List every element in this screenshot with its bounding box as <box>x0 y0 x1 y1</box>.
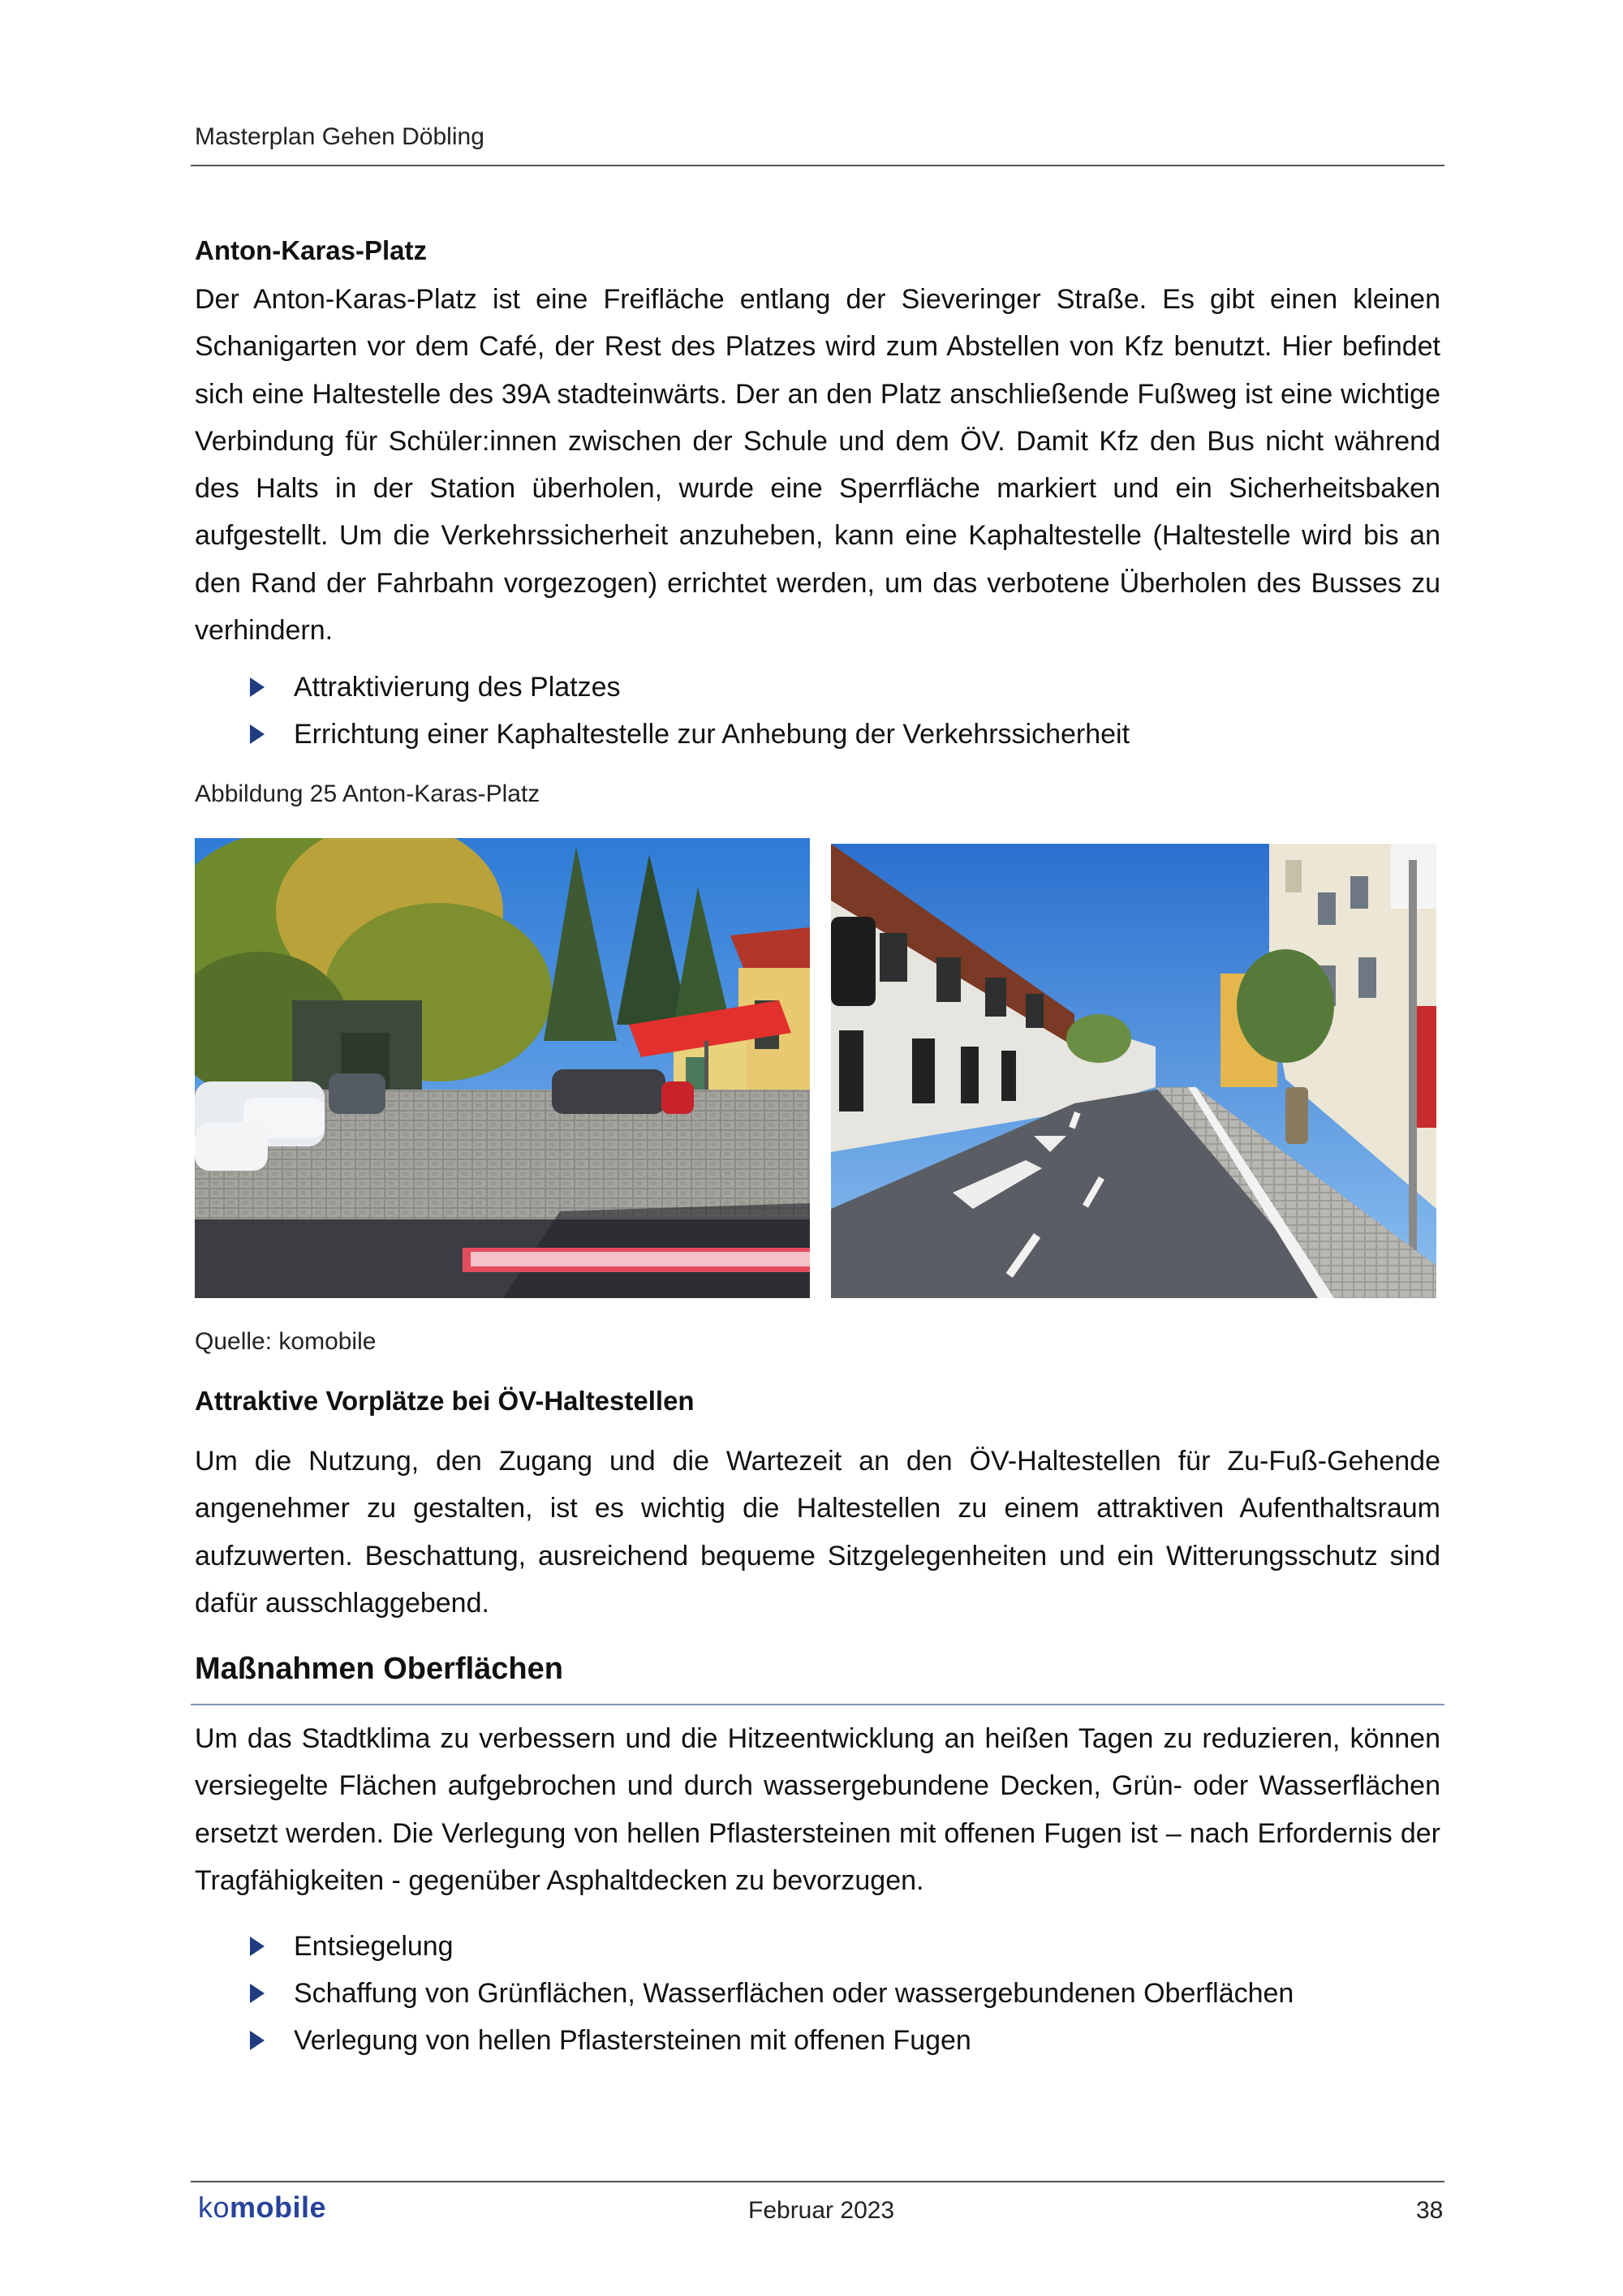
list-item: Schaffung von Grünflächen, Wasserflächen oder wassergebundenen Oberflächen <box>195 1970 1440 2017</box>
triangle-bullet-icon <box>250 1937 265 1956</box>
list-item: Errichtung einer Kaphaltestelle zur Anhebung der Verkehrssicherheit <box>195 711 1440 758</box>
list-item: Verlegung von hellen Pflastersteinen mit offenen Fugen <box>195 2017 1440 2064</box>
bullet-list-massnahmen-oberflaechen <box>195 1923 1440 2064</box>
photo-sieveringer-strasse <box>831 844 1436 1298</box>
triangle-bullet-icon <box>250 2031 265 2050</box>
paragraph-massnahmen-oberflaechen: Um das Stadtklima zu verbessern und die Hitzeentwicklung an heißen Tagen zu reduzieren, können versiegelte Flächen aufgebrochen und durch wassergebundene Decken, Grün- oder Wasserflächen ersetzt werden. Die Verlegung von hellen Pflastersteinen mit offenen Fugen ist – nach Erfordernis der Tragfähigkeiten - gegenüber Asphaltdecken zu bevorzugen. <box>195 1723 1440 1896</box>
triangle-bullet-icon <box>250 724 265 744</box>
list-item: Entsiegelung <box>195 1923 1440 1970</box>
photo-anton-karas-platz-square <box>195 838 810 1298</box>
section-heading-massnahmen-oberflaechen: Maßnahmen Oberflächen <box>195 1652 563 1686</box>
bullet-list-anton-karas-platz <box>195 664 1440 758</box>
footer-date: Februar 2023 <box>748 2197 895 2224</box>
list-item: Attraktivierung des Platzes <box>195 664 1440 711</box>
figure-caption: Abbildung 25 Anton-Karas-Platz <box>195 780 540 807</box>
komobile-logo: komobile <box>198 2191 327 2224</box>
running-header: Masterplan Gehen Döbling <box>195 123 484 150</box>
triangle-bullet-icon <box>250 1984 265 2003</box>
section-heading-anton-karas-platz: Anton-Karas-Platz <box>195 235 428 265</box>
footer-rule <box>191 2181 1444 2182</box>
paragraph-anton-karas-platz: Der Anton-Karas-Platz ist eine Freifläche entlang der Sieveringer Straße. Es gibt einen kleinen Schanigarten vor dem Café, der Rest des Platzes wird zum Abstellen von Kfz benutzt. Hier befindet sich eine Haltestelle des 39A stadteinwärts. Der an den Platz anschließende Fußweg ist eine wichtige Verbindung für Schüler:innen zwischen der Schule und dem ÖV. Damit Kfz den Bus nicht während des Halts in der Station überholen, wurde eine Sperrfläche markiert und ein Sicherheitsbaken aufgestellt. Um die Verkehrssicherheit anzuheben, kann eine Kaphaltestelle (Haltestelle wird bis an den Rand der Fahrbahn vorgezogen) errichtet werden, um das verbotene Überholen des Busses zu verhindern. <box>195 284 1440 647</box>
paragraph-attraktive-vorplaetze: Um die Nutzung, den Zugang und die Wartezeit an den ÖV-Haltestellen für Zu-Fuß-Gehende angenehmer zu gestalten, ist es wichtig die Haltestellen zu einem attraktiven Aufenthaltsraum aufzuwerten. Beschattung, ausreichend bequeme Sitzgelegenheiten und ein Witterungsschutz sind dafür ausschlaggebend. <box>195 1446 1440 1619</box>
section-rule <box>191 1704 1444 1705</box>
triangle-bullet-icon <box>250 677 265 697</box>
figure-source: Quelle: komobile <box>195 1328 377 1355</box>
page-number: 38 <box>1416 2197 1444 2224</box>
header-rule <box>191 165 1444 166</box>
section-heading-attraktive-vorplaetze: Attraktive Vorplätze bei ÖV-Haltestellen <box>195 1386 695 1416</box>
